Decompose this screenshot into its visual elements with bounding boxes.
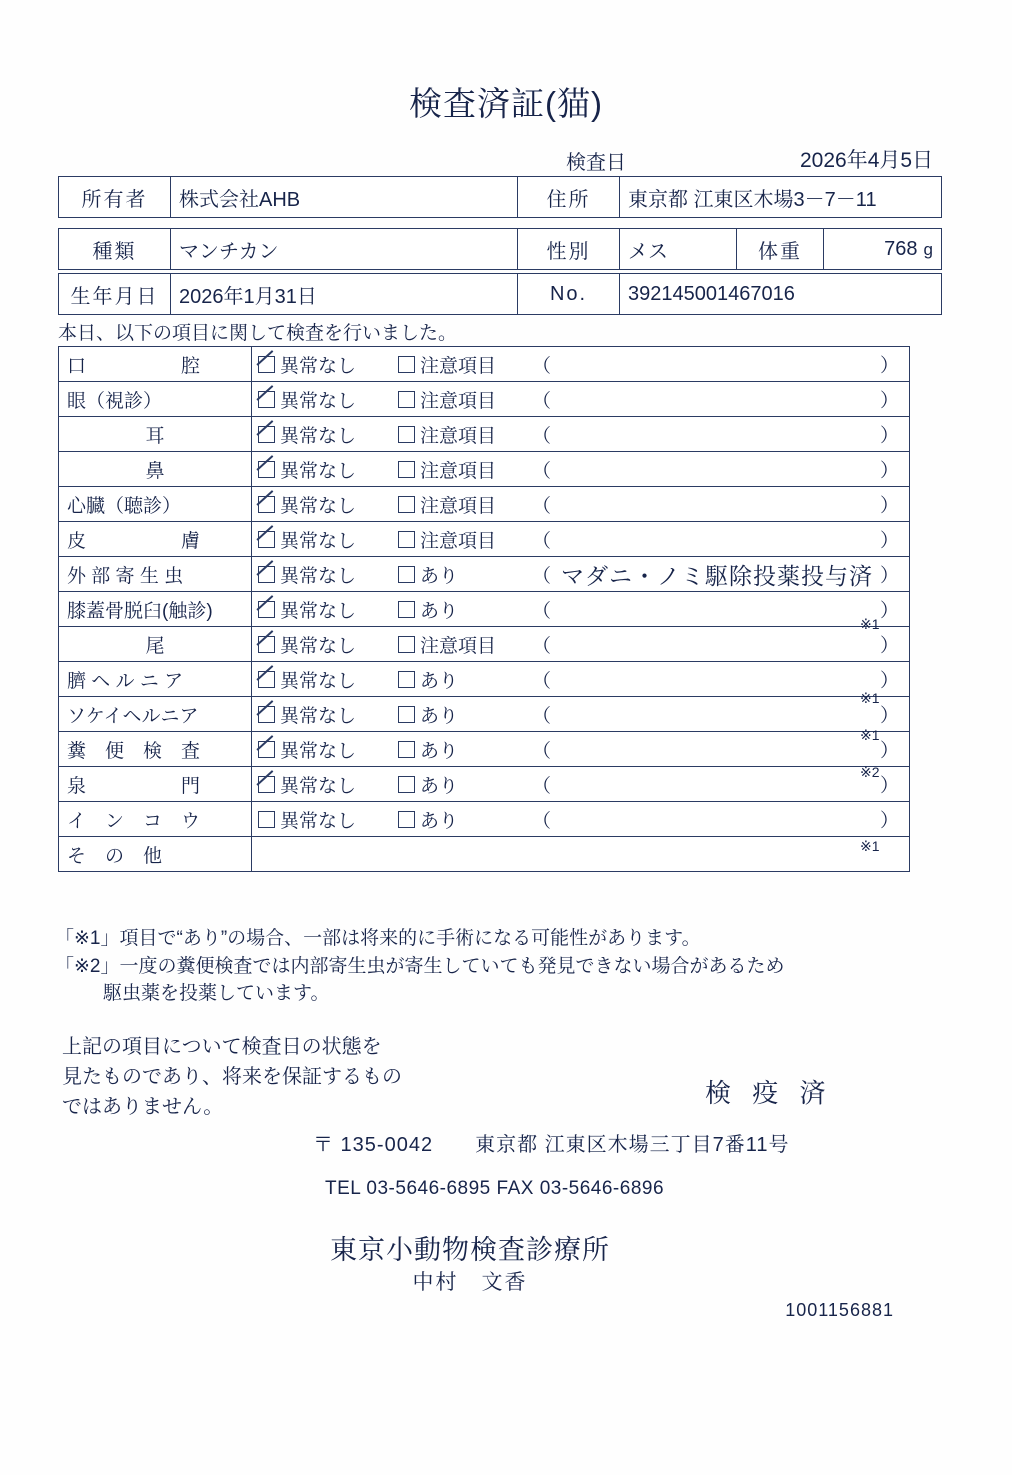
checkbox-icon[interactable] [398, 356, 415, 373]
birth-value: 2026年1月31日 [171, 274, 518, 315]
checkbox-icon[interactable] [258, 496, 275, 513]
paren-open: （ [532, 355, 552, 377]
checkbox-normal[interactable] [258, 631, 398, 658]
item-options [252, 522, 910, 557]
checkbox-icon[interactable] [258, 741, 275, 758]
checkbox-finding-label: 注意項目 [420, 460, 497, 482]
table-row [59, 522, 910, 557]
serial-number: 1001156881 [785, 1300, 894, 1320]
checkbox-normal-label: 異常なし [280, 810, 357, 832]
disclaimer-line-1: 上記の項目について検査日の状態を [62, 1036, 382, 1058]
checkbox-icon[interactable] [398, 531, 415, 548]
item-options [252, 837, 910, 872]
table-row [59, 557, 910, 592]
checkbox-icon[interactable] [258, 601, 275, 618]
table-row [59, 837, 910, 872]
paren-close: ） [879, 530, 899, 552]
checkbox-normal[interactable] [258, 386, 398, 413]
item-name: 耳 [59, 417, 252, 452]
item-name: イ ン コ ウ [59, 802, 252, 837]
checkbox-icon[interactable] [398, 776, 415, 793]
owner-value: 株式会社AHB [171, 177, 518, 218]
checkbox-icon[interactable] [398, 496, 415, 513]
owner-label: 所有者 [59, 177, 171, 218]
checkbox-icon[interactable] [258, 636, 275, 653]
checkbox-normal-label: 異常なし [280, 670, 357, 692]
checkbox-icon[interactable] [258, 391, 275, 408]
checkbox-finding-label: あり [420, 775, 459, 797]
item-options [252, 732, 910, 767]
table-row [59, 347, 910, 382]
checkbox-finding-label: あり [420, 740, 459, 762]
page-title: 検査済証(猫) [409, 85, 603, 122]
paren-open: （ [532, 495, 552, 517]
quarantine-stamp: 検 疫 済 [705, 1078, 833, 1108]
item-options [252, 347, 910, 382]
checkbox-finding-label: 注意項目 [420, 530, 497, 552]
checkbox-finding[interactable] [398, 806, 526, 833]
footnote-2: 「※2」一度の糞便検査では内部寄生虫が寄生していても発見できない場合があるため [55, 955, 785, 977]
checkbox-icon[interactable] [398, 426, 415, 443]
checkbox-finding-label: あり [420, 565, 459, 587]
checkbox-normal-label: 異常なし [280, 460, 357, 482]
item-name: 口 腔 [59, 347, 252, 382]
paren-open: （ [532, 460, 552, 482]
checkbox-normal-label: 異常なし [280, 425, 357, 447]
checkbox-normal[interactable] [258, 806, 398, 833]
checkbox-finding[interactable] [398, 386, 526, 413]
checkbox-icon[interactable] [398, 636, 415, 653]
checkbox-icon[interactable] [398, 671, 415, 688]
item-options [252, 417, 910, 452]
checkbox-normal[interactable] [258, 771, 398, 798]
checkbox-icon[interactable] [258, 356, 275, 373]
doctor-name: 中村 文香 [412, 1271, 528, 1294]
checkbox-finding-label: あり [420, 705, 459, 727]
checkbox-normal-label: 異常なし [280, 600, 357, 622]
checkbox-icon[interactable] [398, 391, 415, 408]
breed-label: 種類 [59, 229, 171, 270]
checkbox-finding[interactable] [398, 701, 526, 728]
item-options [252, 487, 910, 522]
exam-date-value: 2026年4月5日 [800, 149, 934, 172]
item-options [252, 802, 910, 837]
checkbox-normal[interactable] [258, 701, 398, 728]
table-row [59, 592, 910, 627]
no-label: No. [518, 274, 620, 315]
checkbox-finding-label: あり [420, 670, 459, 692]
item-name: ソケイヘルニア [59, 697, 252, 732]
table-row [59, 274, 942, 315]
clinic-name: 東京小動物検査診療所 [330, 1235, 610, 1265]
paren-open: （ [532, 390, 552, 412]
item-options [252, 382, 910, 417]
address-label: 住所 [518, 177, 620, 218]
checkbox-normal[interactable] [258, 596, 398, 623]
checkbox-finding[interactable] [398, 456, 526, 483]
footnotes [55, 925, 785, 1008]
checkbox-finding[interactable] [398, 666, 526, 693]
exam-items-table [58, 346, 910, 872]
item-note-mark: ※1 [860, 838, 880, 854]
weight-value-cell [824, 229, 942, 270]
weight-unit: g [923, 239, 933, 259]
address-value: 東京都 江東区木場3－7－11 [620, 177, 942, 218]
paren-close: ） [879, 425, 899, 447]
item-options [252, 592, 910, 627]
paren-close: ） [879, 355, 899, 377]
item-name: 臍 ヘ ル ニ ア [59, 662, 252, 697]
checkbox-icon[interactable] [258, 671, 275, 688]
paren-open: （ [532, 810, 552, 832]
paren-open: （ [532, 425, 552, 447]
checkbox-icon[interactable] [258, 776, 275, 793]
item-options [252, 452, 910, 487]
table-row [59, 452, 910, 487]
paren-open: （ [532, 670, 552, 692]
checkbox-icon[interactable] [398, 741, 415, 758]
paren-close: ） [879, 390, 899, 412]
birth-label: 生年月日 [59, 274, 171, 315]
disclaimer [62, 1032, 402, 1122]
item-note-mark: ※1 [860, 690, 880, 706]
table-row [59, 487, 910, 522]
item-name: 眼（視診） [59, 382, 252, 417]
checkbox-finding[interactable] [398, 736, 526, 763]
checkbox-finding[interactable] [398, 351, 526, 378]
table-row [59, 767, 910, 802]
checkbox-normal[interactable] [258, 351, 398, 378]
checkbox-icon[interactable] [258, 531, 275, 548]
sex-label: 性別 [518, 229, 620, 270]
item-options [252, 697, 910, 732]
checkbox-icon[interactable] [258, 461, 275, 478]
checkbox-normal[interactable] [258, 456, 398, 483]
checkbox-normal-label: 異常なし [280, 635, 357, 657]
paren-open: （ [532, 635, 552, 657]
disclaimer-line-2: 見たものであり、将来を保証するもの [62, 1066, 402, 1088]
item-options [252, 627, 910, 662]
item-options [252, 557, 910, 592]
checkbox-finding[interactable] [398, 596, 526, 623]
item-note-mark: ※1 [860, 616, 880, 632]
paren-close: ） [879, 740, 899, 762]
table-row [59, 382, 910, 417]
item-remark[interactable]: マダニ・ノミ駆除投薬投与済 [561, 562, 873, 589]
birth-no-table [58, 273, 942, 315]
checkbox-finding-label: 注意項目 [420, 635, 497, 657]
checkbox-normal-label: 異常なし [280, 390, 357, 412]
checkbox-icon[interactable] [258, 706, 275, 723]
paren-open: （ [532, 565, 552, 587]
paren-close: ） [879, 495, 899, 517]
checkbox-finding[interactable] [398, 631, 526, 658]
checkbox-icon[interactable] [258, 426, 275, 443]
checkbox-normal-label: 異常なし [280, 740, 357, 762]
checkbox-normal-label: 異常なし [280, 530, 357, 552]
checkbox-icon[interactable] [258, 566, 275, 583]
table-row [59, 177, 942, 218]
item-name: 膝蓋骨脱臼(触診) [59, 592, 252, 627]
checkbox-finding-label: 注意項目 [420, 495, 497, 517]
weight-value: 768 [884, 237, 918, 260]
paren-open: （ [532, 530, 552, 552]
table-row [59, 697, 910, 732]
item-options [252, 662, 910, 697]
item-name: 皮 膚 [59, 522, 252, 557]
item-name: 糞 便 検 査 [59, 732, 252, 767]
checkbox-normal[interactable] [258, 736, 398, 763]
checkbox-finding[interactable] [398, 561, 526, 588]
footnote-3: 駆虫薬を投薬しています。 [103, 983, 330, 1005]
table-row [59, 802, 910, 837]
item-name: 泉 門 [59, 767, 252, 802]
checkbox-normal-label: 異常なし [280, 775, 357, 797]
paren-close: ） [879, 810, 899, 832]
paren-open: （ [532, 740, 552, 762]
checkbox-finding-label: 注意項目 [420, 355, 497, 377]
weight-label: 体重 [737, 229, 824, 270]
paren-open: （ [532, 600, 552, 622]
paren-open: （ [532, 775, 552, 797]
item-note-mark: ※2 [860, 764, 880, 780]
exam-notice: 本日、以下の項目に関して検査を行いました。 [58, 323, 458, 344]
checkbox-finding[interactable] [398, 491, 526, 518]
checkbox-icon[interactable] [258, 811, 275, 828]
checkbox-icon[interactable] [398, 706, 415, 723]
checkbox-finding-label: 注意項目 [420, 390, 497, 412]
item-name: 尾 [59, 627, 252, 662]
checkbox-normal[interactable] [258, 561, 398, 588]
paren-close: ） [879, 460, 899, 482]
checkbox-finding-label: あり [420, 600, 459, 622]
table-row [59, 627, 910, 662]
checkbox-normal[interactable] [258, 421, 398, 448]
paren-close: ） [879, 775, 899, 797]
checkbox-finding[interactable] [398, 526, 526, 553]
paren-close: ） [879, 565, 899, 587]
item-name: 心臓（聴診） [59, 487, 252, 522]
item-name: 外 部 寄 生 虫 [59, 557, 252, 592]
footnote-1: 「※1」項目で“あり”の場合、一部は将来的に手術になる可能性があります。 [55, 928, 701, 949]
checkbox-finding[interactable] [398, 421, 526, 448]
disclaimer-line-3: ではありません。 [62, 1096, 224, 1118]
clinic-telephone: TEL 03-5646-6895 FAX 03-5646-6896 [325, 1178, 665, 1199]
owner-info-table [58, 176, 942, 218]
checkbox-normal[interactable] [258, 491, 398, 518]
checkbox-finding-label: あり [420, 810, 459, 832]
table-row [59, 229, 942, 270]
paren-close: ） [879, 600, 899, 622]
checkbox-icon[interactable] [398, 811, 415, 828]
checkbox-finding[interactable] [398, 771, 526, 798]
table-row [59, 662, 910, 697]
checkbox-normal[interactable] [258, 526, 398, 553]
item-name: そ の 他 [59, 837, 252, 872]
checkbox-normal-label: 異常なし [280, 565, 357, 587]
checkbox-icon[interactable] [398, 601, 415, 618]
checkbox-normal-label: 異常なし [280, 355, 357, 377]
checkbox-normal-label: 異常なし [280, 705, 357, 727]
table-row [59, 732, 910, 767]
checkbox-icon[interactable] [398, 461, 415, 478]
item-options [252, 767, 910, 802]
item-note-mark: ※1 [860, 727, 880, 743]
no-value: 392145001467016 [620, 274, 942, 315]
table-row [59, 417, 910, 452]
checkbox-finding-label: 注意項目 [420, 425, 497, 447]
checkbox-normal[interactable] [258, 666, 398, 693]
sex-value: メス [620, 229, 737, 270]
animal-info-table [58, 228, 942, 270]
breed-value: マンチカン [171, 229, 518, 270]
paren-open: （ [532, 705, 552, 727]
paren-close: ） [879, 705, 899, 727]
paren-close: ） [879, 670, 899, 692]
exam-date-label: 検査日 [566, 152, 626, 174]
item-name: 鼻 [59, 452, 252, 487]
clinic-address: 〒 135-0042 東京都 江東区木場三丁目7番11号 [313, 1134, 790, 1156]
checkbox-icon[interactable] [398, 566, 415, 583]
checkbox-normal-label: 異常なし [280, 495, 357, 517]
paren-close: ） [879, 635, 899, 657]
